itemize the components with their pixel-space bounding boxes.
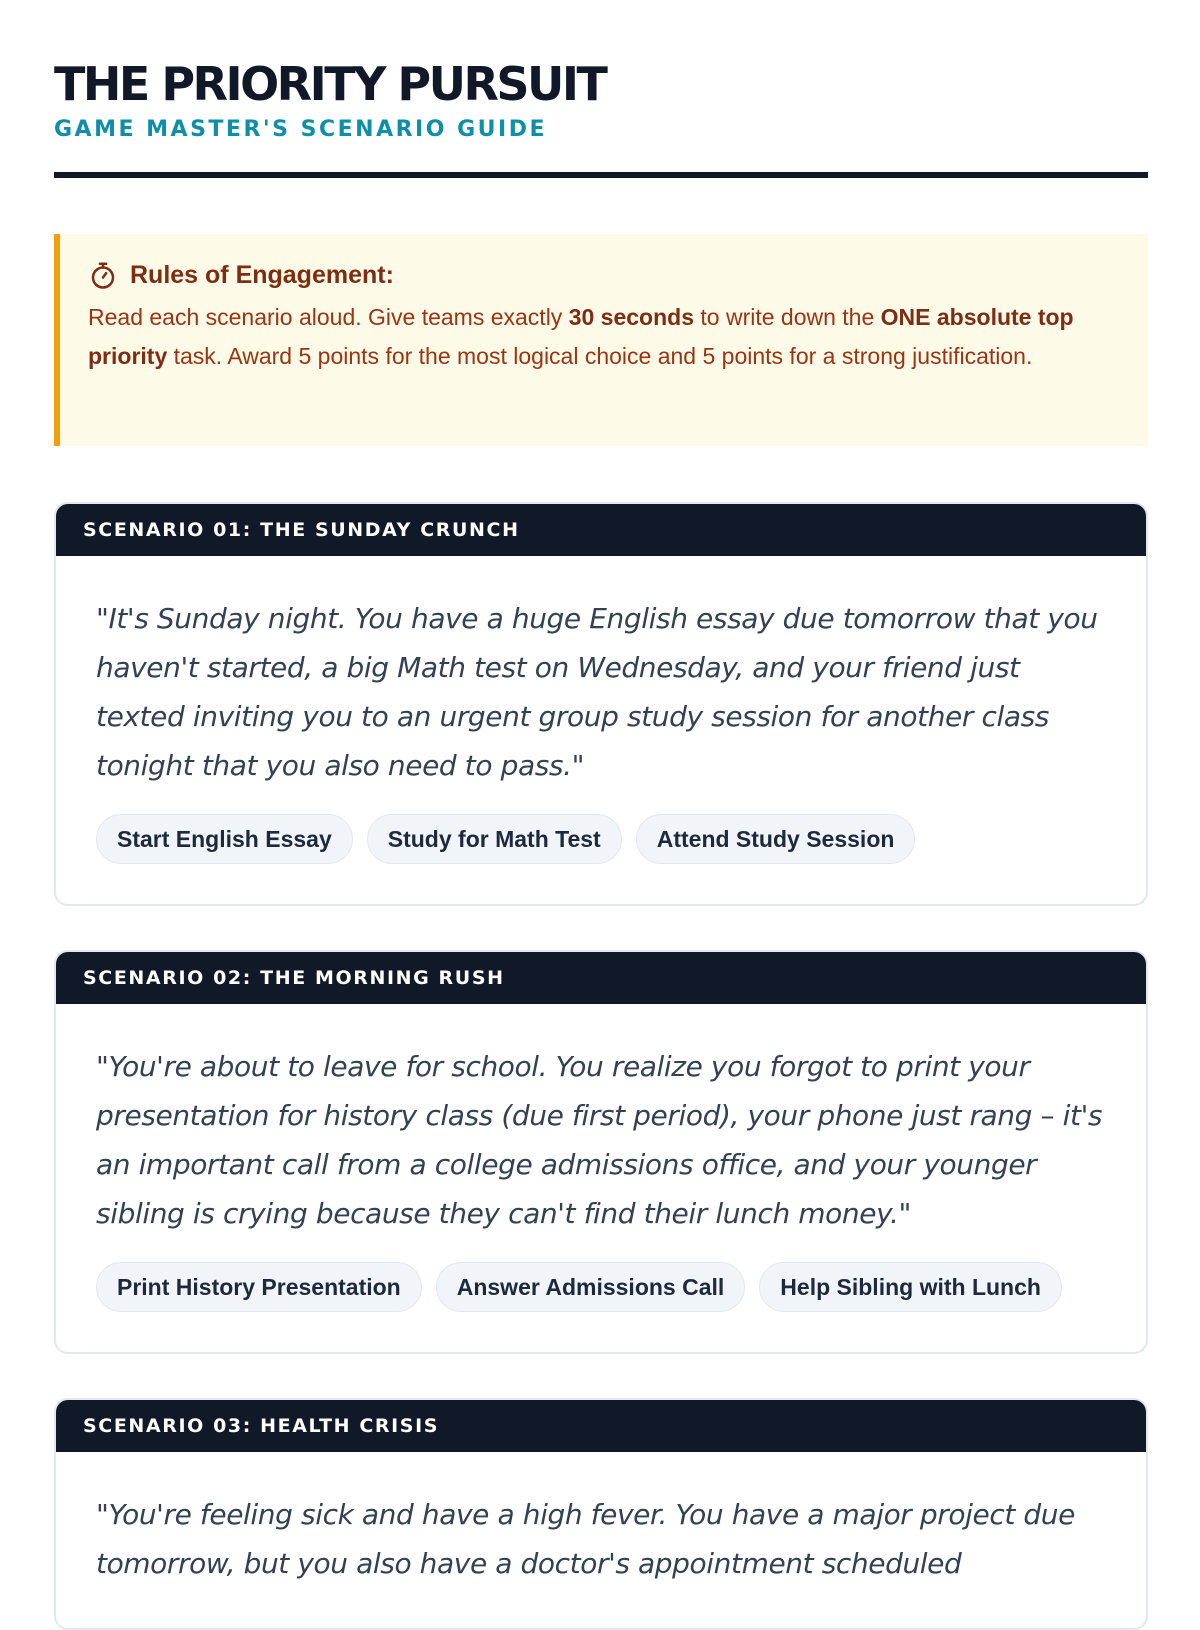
rules-heading: Rules of Engagement:	[130, 260, 394, 289]
header-divider	[54, 172, 1148, 178]
scenario-title: SCENARIO 01: THE SUNDAY CRUNCH	[56, 504, 1146, 556]
page-title: THE PRIORITY PURSUIT	[54, 57, 606, 111]
option-chip[interactable]: Attend Study Session	[636, 814, 916, 864]
option-list	[96, 1262, 1106, 1312]
rules-emphasis-time: 30 seconds	[568, 304, 694, 330]
option-chip[interactable]: Answer Admissions Call	[436, 1262, 746, 1312]
option-chip[interactable]: Help Sibling with Lunch	[759, 1262, 1062, 1312]
rules-callout	[54, 234, 1148, 446]
scenario-title: SCENARIO 02: THE MORNING RUSH	[56, 952, 1146, 1004]
rules-header	[88, 260, 1108, 290]
rules-text: Read each scenario aloud. Give teams exactly 30 seconds to write down the ONE absolute top priority task. Award 5 points for the most logical choice and 5 points for a strong justification.	[88, 304, 1074, 369]
page-subtitle: GAME MASTER'S SCENARIO GUIDE	[54, 117, 547, 142]
scenario-title: SCENARIO 03: HEALTH CRISIS	[56, 1400, 1146, 1452]
scenario-quote: "You're about to leave for school. You realize you forgot to print your presentation for history class (due first period), your phone just rang – it's an important call from a college admissions office, and your younger sibling is crying because they can't find their lunch money."	[96, 1050, 1103, 1230]
scenario-card	[54, 950, 1148, 1354]
scenario-card	[54, 1398, 1148, 1630]
scenario-quote: "You're feeling sick and have a high fever. You have a major project due tomorrow, but you also have a doctor's appointment scheduled	[96, 1498, 1075, 1580]
option-chip[interactable]: Start English Essay	[96, 814, 353, 864]
scenario-quote: "It's Sunday night. You have a huge English essay due tomorrow that you haven't started, a big Math test on Wednesday, and your friend just texted inviting you to an urgent group study session for another class tonight that you also need to pass."	[96, 602, 1098, 782]
rules-emphasis-priority: ONE absolute top priority	[88, 304, 1074, 369]
option-chip[interactable]: Print History Presentation	[96, 1262, 422, 1312]
stopwatch-icon	[88, 260, 118, 290]
option-chip[interactable]: Study for Math Test	[367, 814, 622, 864]
scenario-card	[54, 502, 1148, 906]
option-list	[96, 814, 1106, 864]
